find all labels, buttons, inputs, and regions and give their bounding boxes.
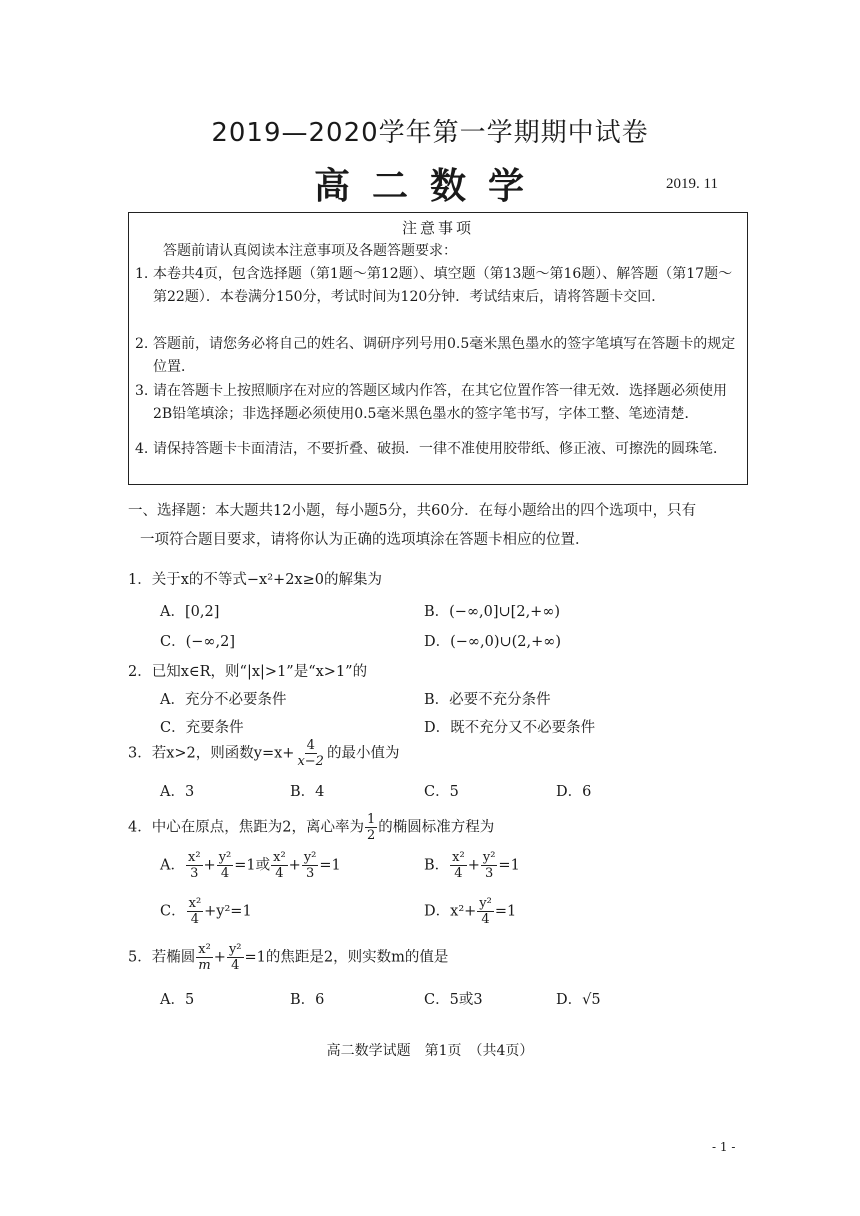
fraction [196,942,213,973]
question-4-stem [128,812,494,843]
denominator: 4 [454,866,463,881]
fraction [481,850,498,881]
notice-title: 注意事项 [401,219,474,237]
plus-sign: + [213,949,226,966]
numerator: y² [479,896,492,911]
question-3-stem [128,738,399,769]
subject-title: 高二数学 [313,165,546,207]
question-1-option-c: C．(−∞,2] [160,634,235,650]
option-label: B． [424,857,450,874]
denominator: 4 [231,958,240,973]
fraction [450,850,467,881]
question-1-option-d: D．(−∞,0)∪(2,+∞) [424,634,562,650]
question-3-text: 3．若x>2，则函数y=x+ [128,745,295,762]
question-1-option-b: B．(−∞,0]∪[2,+∞) [424,604,561,620]
question-3-option-b: B．4 [290,784,325,800]
question-2-option-c: C．充要条件 [160,720,244,736]
fraction [477,896,494,927]
option-text: =1 [319,857,341,874]
question-3-option-c: C．5 [424,784,459,800]
question-4-option-d [424,896,516,927]
section-heading-cont: 一项符合题目要求，请将你认为正确的选项填涂在答题卡相应的位置． [140,532,590,548]
denominator: 3 [305,866,315,881]
exam-date: 2019. 11 [666,176,718,192]
question-4-option-a: A． $\frac{\text{x²}}{3}$ + $\frac{\text{y²}}{4}$ =1或 $\frac{\text{x²}}{4}$ + $\frac{\text{y²}}{3}$ =1 [160,850,341,881]
fraction [186,850,203,881]
question-3-option-a: A．3 [160,784,195,800]
question-2-option-b: B．必要不充分条件 [424,692,551,708]
option-label: C． [160,903,186,920]
notice-box [128,212,748,485]
denominator: 3 [190,866,199,881]
notice-item-text: 请在答题卡上按照顺序在对应的答题区域内作答，在其它位置作答一律无效．选择题必须使用2B铅笔填涂；非选择题必须使用0.5毫米黑色墨水的签字笔书写，字体工整、笔迹清楚． [153,383,727,422]
denominator: 2 [366,828,376,843]
notice-item-text: 本卷共4页，包含选择题（第1题～第12题）、填空题（第13题～第16题）、解答题（第17题～第22题）．本卷满分150分，考试时间为120分钟．考试结束后，请将答题卡交回． [153,266,733,305]
section-heading: 一、选择题：本大题共12小题，每小题5分，共60分．在每小题给出的四个选项中，只有 [128,503,697,519]
question-5-option-b: B．6 [290,992,325,1008]
notice-intro: 答题前请认真阅读本注意事项及各题答题要求： [163,243,457,259]
denominator: m [198,958,211,973]
question-4-option-c [160,896,252,927]
numerator: y² [303,850,317,865]
page-footer: 高二数学试题 第1页 （共4页） [326,1043,534,1059]
fraction [217,850,234,881]
fraction [365,812,377,843]
question-4-option-b: B． $\frac{\text{x²}}{4}$ + $\frac{\text{y²}}{3}$ =1 [424,850,520,881]
notice-item [135,438,741,461]
question-4-text-end: 的椭圆标准方程为 [378,819,495,836]
question-5-option-d: D．√5 [556,992,601,1008]
fraction [302,850,319,881]
numerator: y² [482,850,496,865]
denominator: 4 [275,866,284,881]
question-5-option-a: A．5 [160,992,195,1008]
option-text: x²+ [450,903,477,920]
option-label: D． [424,903,451,920]
question-2-stem: 2．已知x∈R，则“|x|>1”是“x>1”的 [128,664,368,680]
question-2-option-a: A．充分不必要条件 [160,692,287,708]
numerator: y² [218,850,232,865]
notice-item-number: 2. [135,336,149,352]
notice-item-number: 4. [135,441,149,457]
question-1-stem: 1．关于x的不等式−x²+2x≥0的解集为 [128,572,382,588]
notice-item-text: 请保持答题卡卡面清洁，不要折叠、破损．一律不准使用胶带纸、修正液、可擦洗的圆珠笔． [153,441,727,457]
denominator: 4 [220,866,230,881]
numerator: x² [198,942,211,957]
numerator: x² [188,896,202,911]
option-text: +y²=1 [204,903,252,920]
question-5-stem [128,942,448,973]
question-5-text-end: =1的焦距是2，则实数m的值是 [244,949,449,966]
fraction [227,942,244,973]
page-number: - 1 - [712,1140,736,1154]
notice-item-number: 1. [135,266,149,282]
denominator: 3 [485,866,494,881]
question-4-text: 4．中心在原点，焦距为2，离心率为 [128,819,364,836]
notice-item [135,380,741,426]
denominator: 4 [190,912,200,927]
numerator: x² [452,850,465,865]
numerator: 4 [306,738,315,753]
question-5-option-c: C．5或3 [424,992,483,1008]
notice-item-text: 答题前，请您务必将自己的姓名、调研序列号用0.5毫米黑色墨水的签字笔填写在答题卡的规定位置． [153,336,736,375]
option-text: =1或 [234,857,271,874]
denominator: x−2 [297,754,324,769]
option-text: =1 [494,903,517,920]
numerator: x² [273,850,286,865]
denominator: 4 [481,912,490,927]
notice-item [135,333,741,379]
numerator: y² [228,942,242,957]
question-5-text: 5．若椭圆 [128,949,196,966]
notice-item [135,263,741,309]
option-label: A． [160,857,185,874]
question-3-text-end: 的最小值为 [326,745,400,762]
fraction [271,850,288,881]
question-3-option-d: D．6 [556,784,592,800]
exam-title: 2019—2020学年第一学期期中试卷 [211,118,649,148]
question-2-option-d: D．既不充分又不必要条件 [424,720,596,736]
option-text: =1 [498,857,520,874]
fraction [295,738,326,769]
numerator: x² [187,850,201,865]
question-1-option-a: A．[0,2] [160,604,220,620]
notice-item-number: 3. [135,383,149,399]
numerator: 1 [366,812,376,827]
fraction [187,896,204,927]
